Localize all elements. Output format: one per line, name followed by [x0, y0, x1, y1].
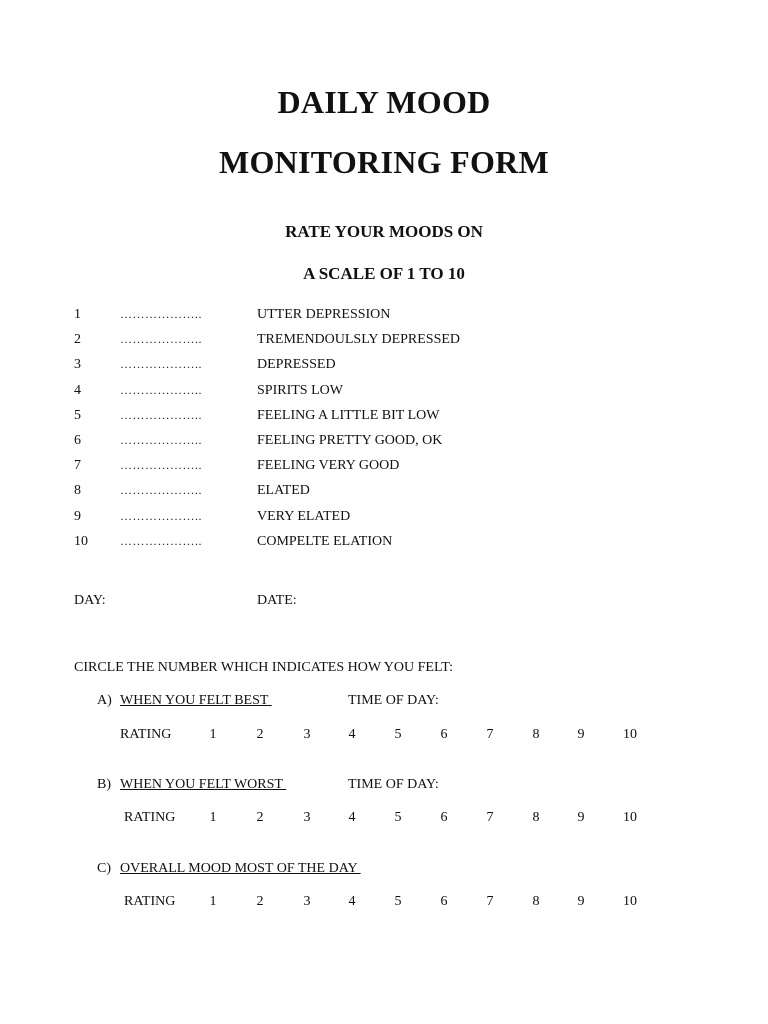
subtitle-line-2: A SCALE OF 1 TO 10 — [303, 264, 465, 283]
scale-dots: ……………….. — [120, 534, 202, 548]
scale-description: FEELING VERY GOOD — [257, 458, 400, 473]
scale-number: 3 — [74, 357, 81, 372]
scale-row — [0, 483, 768, 503]
scale-description: ELATED — [257, 483, 310, 498]
scale-number: 8 — [74, 483, 81, 498]
date-field-label[interactable]: DATE: — [257, 593, 297, 608]
rating-option[interactable]: 5 — [394, 894, 402, 909]
rating-option[interactable]: 2 — [256, 810, 264, 825]
rating-option[interactable]: 3 — [303, 727, 311, 742]
rating-option[interactable]: 5 — [394, 727, 402, 742]
scale-number: 2 — [74, 332, 81, 347]
rating-label: RATING — [124, 894, 176, 909]
rating-label: RATING — [124, 810, 176, 825]
time-of-day-label[interactable]: TIME OF DAY: — [348, 777, 439, 792]
scale-dots: ……………….. — [120, 332, 202, 346]
section-letter: B) — [97, 777, 111, 792]
rating-option[interactable]: 4 — [348, 810, 356, 825]
scale-description: COMPELTE ELATION — [257, 534, 393, 549]
rating-option[interactable]: 3 — [303, 894, 311, 909]
rating-option[interactable]: 7 — [486, 810, 494, 825]
rating-option[interactable]: 6 — [440, 727, 448, 742]
subtitle-line-1: RATE YOUR MOODS ON — [285, 222, 483, 241]
scale-number: 10 — [74, 534, 88, 549]
rating-option[interactable]: 4 — [348, 727, 356, 742]
rating-option[interactable]: 6 — [440, 810, 448, 825]
rating-option[interactable]: 8 — [532, 810, 540, 825]
rating-option[interactable]: 1 — [209, 894, 217, 909]
instruction-text: CIRCLE THE NUMBER WHICH INDICATES HOW YOU FELT: — [74, 660, 453, 675]
rating-option[interactable]: 9 — [577, 894, 585, 909]
section-heading: WHEN YOU FELT BEST — [120, 693, 272, 708]
section-heading: WHEN YOU FELT WORST — [120, 777, 287, 792]
scale-row — [0, 458, 768, 478]
scale-number: 9 — [74, 509, 81, 524]
rating-row — [0, 894, 768, 914]
rating-option[interactable]: 10 — [623, 727, 637, 742]
scale-description: VERY ELATED — [257, 509, 351, 524]
scale-row — [0, 534, 768, 554]
scale-number: 4 — [74, 383, 81, 398]
rating-option[interactable]: 2 — [256, 727, 264, 742]
scale-number: 5 — [74, 408, 81, 423]
scale-dots: ……………….. — [120, 458, 202, 472]
scale-description: FEELING PRETTY GOOD, OK — [257, 433, 443, 448]
title-line-1: DAILY MOOD — [277, 84, 491, 120]
scale-dots: ……………….. — [120, 357, 202, 371]
rating-option[interactable]: 9 — [577, 727, 585, 742]
scale-dots: ……………….. — [120, 509, 202, 523]
rating-option[interactable]: 10 — [623, 894, 637, 909]
scale-dots: ……………….. — [120, 483, 202, 497]
rating-option[interactable]: 2 — [256, 894, 264, 909]
rating-option[interactable]: 4 — [348, 894, 356, 909]
rating-option[interactable]: 8 — [532, 727, 540, 742]
day-field-label[interactable]: DAY: — [74, 593, 106, 608]
scale-description: TREMENDOULSLY DEPRESSED — [257, 332, 461, 347]
scale-dots: ……………….. — [120, 433, 202, 447]
rating-option[interactable]: 6 — [440, 894, 448, 909]
rating-option[interactable]: 10 — [623, 810, 637, 825]
scale-dots: ……………….. — [120, 408, 202, 422]
scale-description: SPIRITS LOW — [257, 383, 343, 398]
scale-row — [0, 509, 768, 529]
rating-option[interactable]: 7 — [486, 894, 494, 909]
scale-description: UTTER DEPRESSION — [257, 307, 391, 322]
section-letter: A) — [97, 693, 112, 708]
scale-description: DEPRESSED — [257, 357, 336, 372]
scale-description: FEELING A LITTLE BIT LOW — [257, 408, 440, 423]
scale-row — [0, 332, 768, 352]
scale-dots: ……………….. — [120, 383, 202, 397]
scale-number: 7 — [74, 458, 81, 473]
scale-row — [0, 383, 768, 403]
scale-row — [0, 408, 768, 428]
rating-option[interactable]: 9 — [577, 810, 585, 825]
title-line-2: MONITORING FORM — [218, 144, 550, 180]
rating-option[interactable]: 1 — [209, 810, 217, 825]
rating-option[interactable]: 1 — [209, 727, 217, 742]
scale-number: 6 — [74, 433, 81, 448]
rating-option[interactable]: 8 — [532, 894, 540, 909]
rating-option[interactable]: 7 — [486, 727, 494, 742]
scale-row — [0, 433, 768, 453]
scale-number: 1 — [74, 307, 81, 322]
rating-row — [0, 727, 768, 747]
time-of-day-label[interactable]: TIME OF DAY: — [348, 693, 439, 708]
section-heading: OVERALL MOOD MOST OF THE DAY — [120, 861, 361, 876]
rating-label: RATING — [120, 727, 172, 742]
rating-option[interactable]: 3 — [303, 810, 311, 825]
scale-dots: ……………….. — [120, 307, 202, 321]
scale-row — [0, 307, 768, 327]
rating-row — [0, 810, 768, 830]
scale-row — [0, 357, 768, 377]
rating-option[interactable]: 5 — [394, 810, 402, 825]
section-letter: C) — [97, 861, 111, 876]
